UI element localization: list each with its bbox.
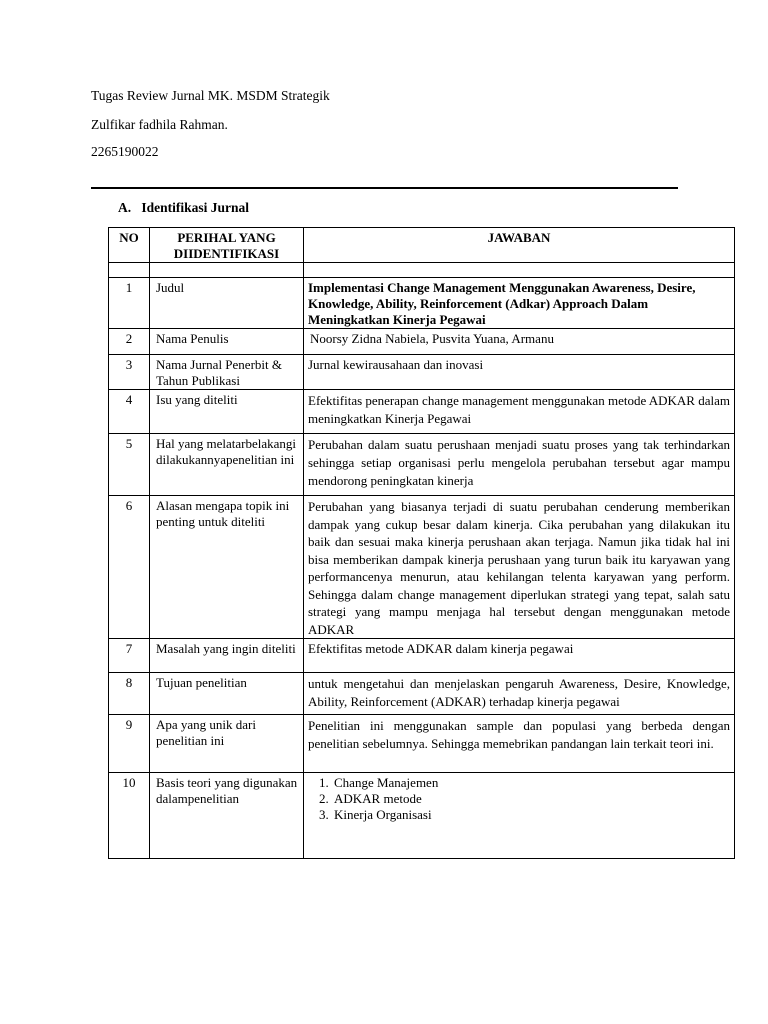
row-answer: Efektifitas penerapan change management menggunakan metode ADKAR dalam meningkatkan Kinerja Pegawai (304, 390, 735, 434)
table-header-row (109, 228, 735, 263)
theory-list (308, 775, 730, 823)
row-answer (304, 773, 735, 859)
row-answer: Penelitian ini menggunakan sample dan populasi yang berbeda dengan penelitian sebelumnya. Sehingga memebrikan pandangan lain terkait teori ini. (304, 715, 735, 773)
row-item: Tujuan penelitian (150, 673, 304, 715)
row-number: 9 (109, 715, 150, 773)
row-item: Nama Penulis (150, 329, 304, 355)
row-answer: Perubahan yang biasanya terjadi di suatu perubahan cenderung memberikan dampak yang cukup besar dalam kinerja. Cika perubahan yang dilakukan itu baik dan sesuai maka kinerja perushaan akan terjaga. Namun jika tidak hal ini bisa memberikan dampak kinerja perushaan yang turun baik itu karyawan yang performancenya menurun, atau kehilangan telenta karyawan yang perform. Sehingga dalam change management diperlukan strategi yang tepat, salah satu strategi yang mampu menjaga hal tersebut dengan menggunakan metode ADKAR (304, 496, 735, 639)
row-item: Isu yang diteliti (150, 390, 304, 434)
row-number: 10 (109, 773, 150, 859)
row-answer: Efektifitas metode ADKAR dalam kinerja pegawai (304, 639, 735, 673)
student-name: Zulfikar fadhila Rahman. (91, 117, 228, 132)
table-row (109, 434, 735, 496)
row-item: Basis teori yang digunakan dalampenelitian (150, 773, 304, 859)
row-answer: untuk mengetahui dan menjelaskan pengaruh Awareness, Desire, Knowledge, Ability, Reinforcement (ADKAR) terhadap kinerja pegawai (304, 673, 735, 715)
row-number: 1 (109, 278, 150, 329)
table-spacer-row (109, 263, 735, 278)
row-answer: Jurnal kewirausahaan dan inovasi (304, 355, 735, 390)
row-number: 6 (109, 496, 150, 639)
row-item: Alasan mengapa topik ini penting untuk diteliti (150, 496, 304, 639)
row-item: Masalah yang ingin diteliti (150, 639, 304, 673)
section-title: Identifikasi Jurnal (141, 200, 250, 215)
journal-identification-table (108, 227, 735, 859)
list-item: 1. Change Manajemen (332, 775, 730, 791)
list-item: 3. Kinerja Organisasi (332, 807, 730, 823)
row-item: Apa yang unik dari penelitian ini (150, 715, 304, 773)
student-id: 2265190022 (91, 144, 159, 159)
assignment-title: Tugas Review Jurnal MK. MSDM Strategik (91, 88, 330, 103)
table-row (109, 329, 735, 355)
row-number: 7 (109, 639, 150, 673)
row-item: Nama Jurnal Penerbit & Tahun Publikasi (150, 355, 304, 390)
header-jawaban: JAWABAN (304, 228, 735, 263)
horizontal-divider (91, 187, 678, 189)
row-answer: Implementasi Change Management Menggunakan Awareness, Desire, Knowledge, Ability, Reinforcement (Adkar) Approach Dalam Meningkatkan Kinerja Pegawai (304, 278, 735, 329)
table-row (109, 715, 735, 773)
table-row (109, 639, 735, 673)
section-heading (118, 200, 249, 216)
list-item: 2. ADKAR metode (332, 791, 730, 807)
row-number: 8 (109, 673, 150, 715)
row-number: 3 (109, 355, 150, 390)
section-number: A. (118, 200, 132, 215)
row-number: 2 (109, 329, 150, 355)
header-perihal: PERIHAL YANG DIIDENTIFIKASI (150, 228, 304, 263)
header-no: NO (109, 228, 150, 263)
table-row (109, 773, 735, 859)
row-item: Hal yang melatarbelakangi dilakukannyapenelitian ini (150, 434, 304, 496)
table-row (109, 355, 735, 390)
row-answer: Perubahan dalam suatu perushaan menjadi suatu proses yang tak terhindarkan sehingga setiap organisasi perlu mengelola perubahan tersebut agar mampu mendorong peningkatan kinerja (304, 434, 735, 496)
row-answer: Noorsy Zidna Nabiela, Pusvita Yuana, Armanu (304, 329, 735, 355)
row-number: 5 (109, 434, 150, 496)
row-item: Judul (150, 278, 304, 329)
row-number: 4 (109, 390, 150, 434)
table-row (109, 390, 735, 434)
table-row (109, 278, 735, 329)
table-row (109, 496, 735, 639)
table-row (109, 673, 735, 715)
